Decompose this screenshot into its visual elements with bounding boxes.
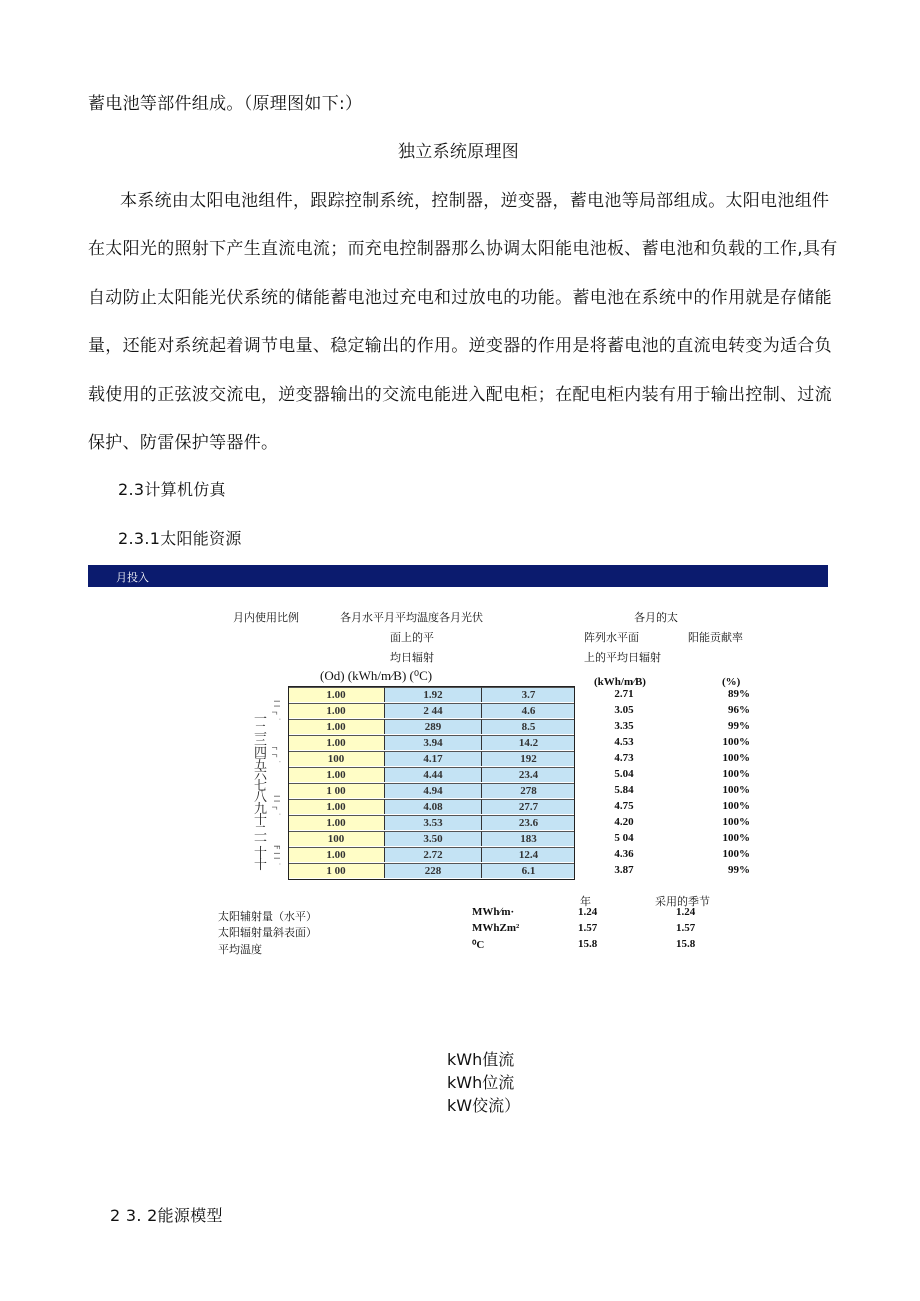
cell-array-radiation: 3.35	[614, 720, 634, 732]
cell-usage-ratio: 1.00	[288, 719, 384, 734]
cell-solar-fraction: 100%	[722, 784, 750, 796]
section-heading-2-3-1: 2.3.1太阳能资源	[118, 529, 242, 548]
table-header-col5: 阳能贡献率	[688, 631, 743, 644]
cell-solar-fraction: 100%	[722, 832, 750, 844]
cell-array-radiation: 3.05	[614, 704, 634, 716]
body-line: 在太阳光的照射下产生直流电流；而充电控制器那么协调太阳能电池板、蓄电池和负载的工作,具有	[88, 239, 838, 259]
energy-label: kW佼流）	[447, 1096, 521, 1115]
cell-radiation: 3.53	[384, 815, 481, 830]
side-mark: ┌ ┌ ˙	[272, 745, 281, 764]
cell-radiation: 2.72	[384, 847, 481, 862]
summary-season: 15.8	[676, 938, 696, 950]
cell-radiation: 228	[384, 863, 481, 878]
intro-line: 蓄电池等部件组成。（原理图如下:）	[88, 94, 363, 114]
summary-unit: ⁰C	[472, 939, 485, 951]
cell-array-radiation: 5.04	[614, 768, 634, 780]
cell-usage-ratio: 1.00	[288, 687, 384, 702]
cell-temperature: 27.7	[481, 799, 575, 814]
cell-usage-ratio: 1.00	[288, 703, 384, 718]
cell-array-radiation: 4.73	[614, 752, 634, 764]
section-heading-2-3: 2.3计算机仿真	[118, 480, 226, 499]
side-mark: I I ┌ ˙	[272, 795, 281, 817]
cell-array-radiation: 4.53	[614, 736, 634, 748]
body-line: 载使用的正弦波交流电，逆变器输出的交流电能进入配电柜；在配电柜内装有用于输出控制、过流	[88, 385, 832, 405]
cell-array-radiation: 4.20	[614, 816, 634, 828]
cell-usage-ratio: 100	[288, 751, 384, 766]
summary-label: 太阳辐射量斜表面）	[218, 926, 317, 939]
cell-solar-fraction: 100%	[722, 768, 750, 780]
cell-usage-ratio: 100	[288, 831, 384, 846]
summary-unit: MWhZm²	[472, 922, 520, 934]
cell-usage-ratio: 1 00	[288, 783, 384, 798]
cell-temperature: 23.6	[481, 815, 575, 830]
cell-radiation: 289	[384, 719, 481, 734]
cell-array-radiation: 5 04	[614, 832, 634, 844]
cell-temperature: 14.2	[481, 735, 575, 750]
cell-temperature: 6.1	[481, 863, 575, 878]
summary-season: 1.24	[676, 906, 696, 918]
sim-header-label: 月投入	[116, 571, 149, 584]
table-header-col23-line3: 均日辐射	[390, 651, 434, 664]
table-header-col23: 各月水平月平均温度各月光伏	[340, 611, 483, 624]
cell-solar-fraction: 100%	[722, 736, 750, 748]
summary-unit: MWh∕m·	[472, 906, 515, 918]
figure-caption: 独立系统原理图	[398, 142, 520, 162]
cell-usage-ratio: 1 00	[288, 863, 384, 878]
cell-radiation: 2 44	[384, 703, 481, 718]
cell-radiation: 3.94	[384, 735, 481, 750]
cell-radiation: 4.17	[384, 751, 481, 766]
cell-temperature: 278	[481, 783, 575, 798]
energy-label: kWh位流	[447, 1073, 515, 1092]
cell-array-radiation: 2.71	[614, 688, 634, 700]
summary-label: 平均温度	[218, 943, 262, 956]
cell-solar-fraction: 89%	[728, 688, 750, 700]
summary-col-year: 年	[580, 895, 591, 908]
cell-radiation: 1.92	[384, 687, 481, 702]
cell-temperature: 23.4	[481, 767, 575, 782]
section-heading-2-3-2: 2 3. 2能源模型	[110, 1206, 223, 1225]
cell-usage-ratio: 1.00	[288, 767, 384, 782]
cell-solar-fraction: 100%	[722, 752, 750, 764]
summary-label: 太阳辅射量（水平）	[218, 910, 317, 923]
summary-year: 1.57	[578, 922, 598, 934]
cell-array-radiation: 3.87	[614, 864, 634, 876]
cell-solar-fraction: 96%	[728, 704, 750, 716]
cell-temperature: 183	[481, 831, 575, 846]
cell-solar-fraction: 100%	[722, 800, 750, 812]
table-header-col4-line3: 上的平均日辐射	[584, 651, 661, 664]
cell-temperature: 12.4	[481, 847, 575, 862]
table-header-col1: 月内使用比例	[233, 611, 299, 624]
summary-season: 1.57	[676, 922, 696, 934]
sim-header-bar	[88, 565, 828, 587]
cell-usage-ratio: 1.00	[288, 735, 384, 750]
table-units-left: (Od) (kWh/m∕B) (⁰C)	[320, 668, 433, 683]
summary-col-season: 采用的季节	[655, 895, 710, 908]
cell-solar-fraction: 100%	[722, 848, 750, 860]
table-header-col23-line2: 面上的平	[390, 631, 434, 644]
body-line: 自动防止太阳能光伏系统的储能蓄电池过充电和过放电的功能。蓄电池在系统中的作用就是存储能	[88, 288, 832, 308]
cell-usage-ratio: 1.00	[288, 799, 384, 814]
summary-year: 15.8	[578, 938, 598, 950]
cell-radiation: 3.50	[384, 831, 481, 846]
table-header-col4: 各月的太	[634, 611, 678, 624]
table-header-col4-line2: 阵列水平面	[584, 631, 639, 644]
side-mark: F I I ˙	[272, 845, 281, 866]
cell-array-radiation: 5.84	[614, 784, 634, 796]
body-line: 量，还能对系统起着调节电量、稳定输出的作用。逆变器的作用是将蓄电池的直流电转变为适合负	[88, 336, 832, 356]
cell-solar-fraction: 99%	[728, 864, 750, 876]
cell-temperature: 8.5	[481, 719, 575, 734]
table-unit-col4: (kWh/m∕B)	[594, 676, 646, 688]
summary-year: 1.24	[578, 906, 598, 918]
cell-temperature: 4.6	[481, 703, 575, 718]
body-line: 保护、防雷保护等器件。	[88, 433, 279, 453]
energy-label: kWh值流	[447, 1050, 515, 1069]
cell-usage-ratio: 1.00	[288, 847, 384, 862]
body-line: 本系统由太阳电池组件，跟踪控制系统，控制器，逆变器，蓄电池等局部组成。太阳电池组件	[120, 191, 830, 211]
cell-solar-fraction: 99%	[728, 720, 750, 732]
cell-temperature: 3.7	[481, 687, 575, 702]
cell-radiation: 4.94	[384, 783, 481, 798]
table-unit-col5: (%)	[722, 676, 741, 688]
cell-array-radiation: 4.75	[614, 800, 634, 812]
cell-array-radiation: 4.36	[614, 848, 634, 860]
cell-radiation: 4.44	[384, 767, 481, 782]
cell-usage-ratio: 1.00	[288, 815, 384, 830]
cell-radiation: 4.08	[384, 799, 481, 814]
cell-temperature: 192	[481, 751, 575, 766]
side-mark: I I ┌ ˙	[272, 700, 281, 722]
month-labels: 一二三四五六七八九十二一十十	[254, 712, 268, 873]
cell-solar-fraction: 100%	[722, 816, 750, 828]
